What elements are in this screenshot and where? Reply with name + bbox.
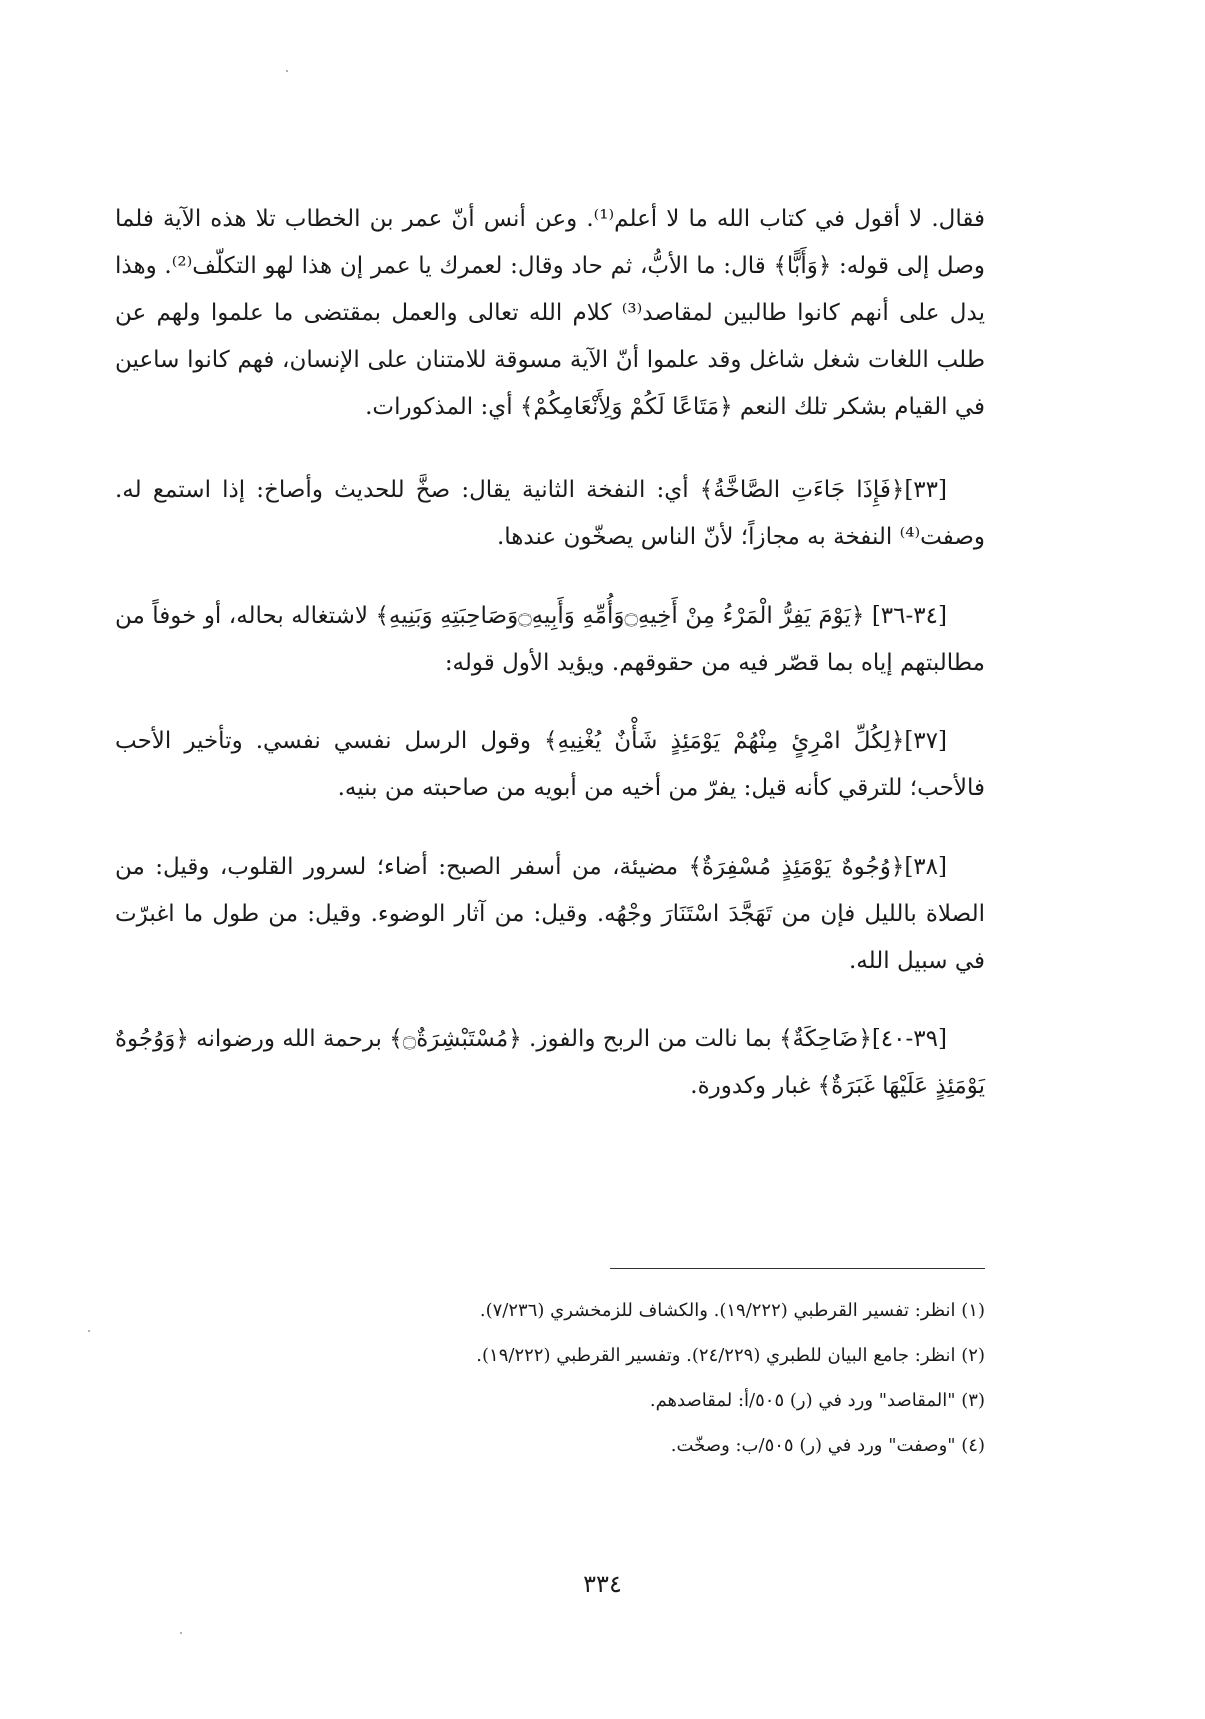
verse-ref: [٣٨] bbox=[904, 854, 947, 880]
body-text-block-4 bbox=[115, 718, 985, 812]
verse-ref: [٣٧] bbox=[904, 728, 947, 754]
paragraph-4 bbox=[115, 718, 985, 812]
paragraph-4-text: ﴿لِكُلِّ امْرِئٍ مِنْهُمْ يَوْمَئِذٍ شَأْنٌ يُغْنِيهِ﴾ وقول الرسل نفسي نفسي. وتأخير الأحب فالأحب؛ للترقي كأنه قيل: يفرّ من أخيه من أبويه من صاحبته من بنيه. bbox=[115, 728, 985, 801]
body-text-block bbox=[115, 196, 985, 431]
footnote-divider bbox=[610, 1268, 985, 1269]
footnote-3: (٣) "المقاصد" ورد في (ر) ٥٠٥/أ: لمقاصدهم. bbox=[649, 1390, 985, 1411]
scan-speck bbox=[88, 1330, 90, 1332]
paragraph-6-text: ﴿ضَاحِكَةٌ﴾ بما نالت من الربح والفوز. ﴿مُسْتَبْشِرَةٌ۝﴾ برحمة الله ورضوانه ﴿وَوُجُوهٌ يَوْمَئِذٍ عَلَيْهَا غَبَرَةٌ﴾ غبار وكدورة. bbox=[115, 1026, 985, 1099]
scan-speck bbox=[286, 70, 288, 72]
page-number: ٣٣٤ bbox=[583, 1570, 622, 1598]
verse-ref: [٣٣] bbox=[904, 477, 947, 503]
footnote-1: (١) انظر: تفسير القرطبي (١٩/٢٢٢). والكشاف للزمخشري (٧/٢٣٦). bbox=[479, 1300, 985, 1321]
paragraph-1-text: فقال. لا أقول في كتاب الله ما لا أعلم⁽¹⁾. وعن أنس أنّ عمر بن الخطاب تلا هذه الآية فلما وصل إلى قوله: ﴿وَأَبًّا﴾ قال: ما الأبُّ، ثم حاد وقال: لعمرك يا عمر إن هذا لهو التكلّف⁽²⁾. وهذا يدل على أنهم كانوا طالبين لمقاصد⁽³⁾ كلام الله تعالى والعمل بمقتضى ما علموا ولهم عن طلب اللغات شغل شاغل وقد علموا أنّ الآية مسوقة للامتنان على الإنسان، فهم كانوا ساعين في القيام بشكر تلك النعم ﴿مَتَاعًا لَكُمْ وَلِأَنْعَامِكُمْ﴾ أي: المذكورات. bbox=[115, 206, 985, 420]
paragraph-2-text: ﴿فَإِذَا جَاءَتِ الصَّاخَّةُ﴾ أي: النفخة الثانية يقال: صخَّ للحديث وأصاخ: إذا استمع له. وصفت⁽⁴⁾ النفخة به مجازاً؛ لأنّ الناس يصخّون عندها. bbox=[115, 477, 985, 550]
paragraph-6 bbox=[115, 1016, 985, 1110]
footnote-4: (٤) "وصفت" ورد في (ر) ٥٠٥/ب: وصخّت. bbox=[670, 1435, 985, 1456]
body-text-block-6 bbox=[115, 1016, 985, 1110]
paragraph-1 bbox=[115, 196, 985, 431]
paragraph-5-text: ﴿وُجُوهٌ يَوْمَئِذٍ مُسْفِرَةٌ﴾ مضيئة، من أسفر الصبح: أضاء؛ لسرور القلوب، وقيل: من الصلاة بالليل فإن من تَهَجَّدَ اسْتَنَارَ وجْهُه. وقيل: من آثار الوضوء. وقيل: من طول ما اغبرّت في سبيل الله. bbox=[115, 854, 985, 974]
body-text-block-5 bbox=[115, 844, 985, 985]
verse-ref: [٣٩-٤٠] bbox=[871, 1026, 947, 1052]
paragraph-3-text: ﴿يَوْمَ يَفِرُّ الْمَرْءُ مِنْ أَخِيهِ۝وَأُمِّهِ وَأَبِيهِ۝وَصَاحِبَتِهِ وَبَنِيهِ﴾ لاشتغاله بحاله، أو خوفاً من مطالبتهم إياه بما قصّر فيه من حقوقهم. ويؤيد الأول قوله: bbox=[115, 603, 985, 676]
verse-ref: [٣٤-٣٦] bbox=[871, 603, 947, 629]
body-text-block-3 bbox=[115, 593, 985, 687]
paragraph-5 bbox=[115, 844, 985, 985]
footnotes bbox=[115, 1288, 985, 1468]
paragraph-2 bbox=[115, 467, 985, 561]
body-text-block-2 bbox=[115, 467, 985, 561]
footnote-2: (٢) انظر: جامع البيان للطبري (٢٤/٢٢٩). وتفسير القرطبي (١٩/٢٢٢). bbox=[476, 1345, 985, 1366]
scan-speck bbox=[180, 1632, 182, 1634]
paragraph-3 bbox=[115, 593, 985, 687]
